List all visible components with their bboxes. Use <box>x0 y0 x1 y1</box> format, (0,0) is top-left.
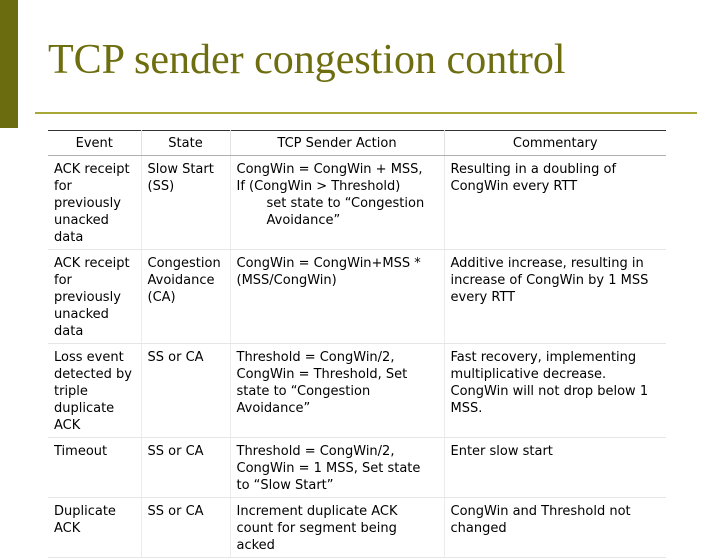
slide-accent-bar <box>0 0 18 128</box>
table-row <box>48 156 666 250</box>
action-line: If (CongWin > Threshold) <box>236 179 401 194</box>
action-cell: CongWin = CongWin+MSS * (MSS/CongWin) <box>230 250 444 344</box>
state-cell: SS or CA <box>141 438 230 498</box>
title-divider <box>35 112 697 114</box>
table-row <box>48 344 666 438</box>
event-cell: ACK receipt for previously unacked data <box>48 250 141 344</box>
action-cell: Threshold = CongWin/2, CongWin = 1 MSS, Set state to “Slow Start” <box>230 438 444 498</box>
action-cell: Increment duplicate ACK count for segment being acked <box>230 498 444 558</box>
action-cell: Threshold = CongWin/2, CongWin = Threshold, Set state to “Congestion Avoidance” <box>230 344 444 438</box>
congestion-control-table <box>48 130 666 558</box>
table-header-row <box>48 131 666 156</box>
header-tcp-sender-action: TCP Sender Action <box>230 131 444 156</box>
slide-title: TCP sender congestion control <box>48 37 566 83</box>
state-cell: Congestion Avoidance (CA) <box>141 250 230 344</box>
event-cell: ACK receipt for previously unacked data <box>48 156 141 250</box>
event-cell: Loss event detected by triple duplicate ACK <box>48 344 141 438</box>
event-cell: Duplicate ACK <box>48 498 141 558</box>
commentary-cell: Fast recovery, implementing multiplicative decrease. CongWin will not drop below 1 MSS. <box>444 344 666 438</box>
commentary-cell: Resulting in a doubling of CongWin every RTT <box>444 156 666 250</box>
action-line: set state to “Congestion Avoidance” <box>266 196 425 228</box>
state-cell: Slow Start (SS) <box>141 156 230 250</box>
event-cell: Timeout <box>48 438 141 498</box>
action-line: CongWin = CongWin + MSS, <box>236 162 423 177</box>
state-cell: SS or CA <box>141 344 230 438</box>
commentary-cell: Additive increase, resulting in increase of CongWin by 1 MSS every RTT <box>444 250 666 344</box>
commentary-cell: CongWin and Threshold not changed <box>444 498 666 558</box>
header-event: Event <box>48 131 141 156</box>
table-row <box>48 250 666 344</box>
state-cell: SS or CA <box>141 498 230 558</box>
action-cell <box>230 156 444 250</box>
header-state: State <box>141 131 230 156</box>
table-row <box>48 498 666 558</box>
table-row <box>48 438 666 498</box>
commentary-cell: Enter slow start <box>444 438 666 498</box>
header-commentary: Commentary <box>444 131 666 156</box>
